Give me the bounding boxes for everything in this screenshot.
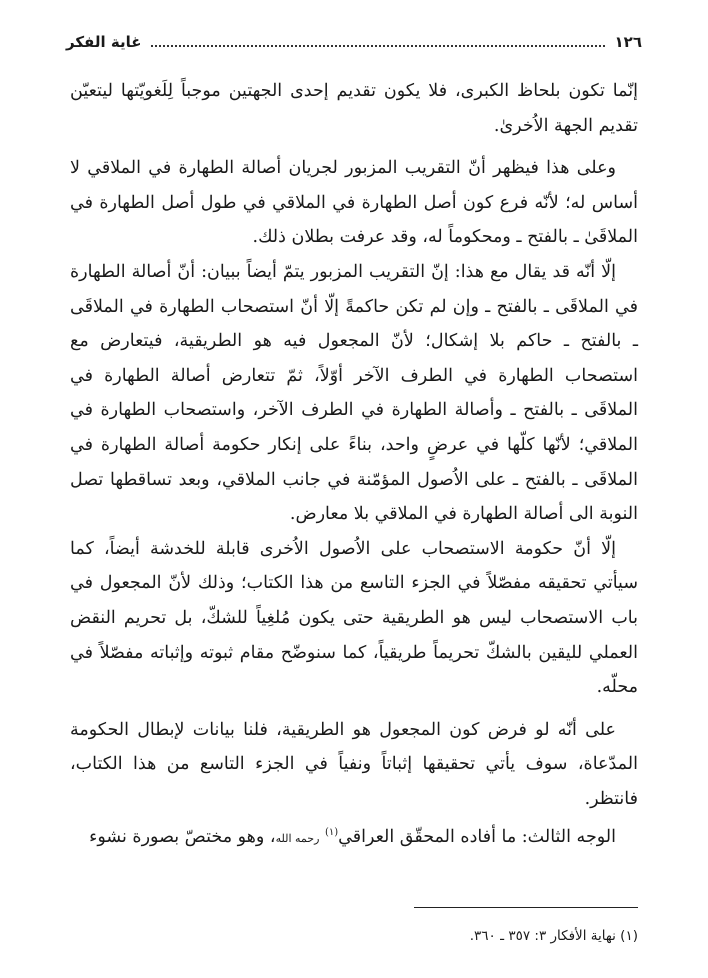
paragraph-2: وعلى هذا فيظهر أنّ التقريب المزبور لجريان أصالة الطهارة في الملاقي لا أساس له؛ لأنّه فرع كون أصل الطهارة في الملاقي في طول أصل الطهارة في الملاقَىٰ ـ بالفتح ـ ومحكوماً له، وقد عرفت بطلان ذلك. [70,158,638,248]
paragraph-4: إلّا أنّ حكومة الاستصحاب على الاُصول الاُخرى قابلة للخدشة أيضاً، كما سيأتي تحقيقه مفصّلاً في الجزء التاسع من هذا الكتاب؛ وذلك لأنّ المجعول في باب الاستصحاب ليس هو الطريقية حتى يكون مُلغِياً للشكّ، بل تحريم النقض العملي لليقين بالشكّ تحريماً طريقياً، كما سنوضّح مقام ثبوته وإثباته مفصّلاً في محلّه. [70,538,638,698]
paragraph-6-start: الوجه الثالث: ما أفاده المحقّق العراقي [338,827,616,848]
body-text [70,74,638,857]
footnote: (١) نهاية الأفكار ٣: ٣٥٧ ـ ٣٦٠. [469,928,638,944]
footnote-separator [414,907,638,908]
paragraph-1: إنّما تكون بلحاظ الكبرى، فلا يكون تقديم إحدى الجهتين موجباً لِلَغويّتها ليتعيّن تقديم الجهة الاُخرىٰ. [70,81,638,136]
paragraph-3: إلّا أنّه قد يقال مع هذا: إنّ التقريب المزبور يتمّ أيضاً ببيان: أنّ أصالة الطهارة في الملاقَى ـ بالفتح ـ وإن لم تكن حاكمةً إلّا أنّ استصحاب الطهارة في الملاقَى ـ بالفتح ـ حاكم بلا إشكال؛ لأنّ المجعول فيه هو الطريقية، فيتعارض مع استصحاب الطهارة في الطرف الآخر أوّلاً، ثمّ تتعارض أصالة الطهارة في الملاقَى ـ بالفتح ـ وأصالة الطهارة في الطرف الآخر، واستصحاب الطهارة في الملاقي؛ لأنّها كلّها في عرضٍ واحد، بناءً على إنكار حكومة أصالة الطهارة في الملاقَى ـ بالفتح ـ على الاُصول المؤمّنة في جانب الملاقي، وبعد تساقطها تصل النوبة الى أصالة الطهارة في الملاقي بلا معارض. [70,261,638,525]
page-number: ١٢٦ [614,33,642,51]
paragraph-5: على أنّه لو فرض كون المجعول هو الطريقية، فلنا بيانات لإبطال الحكومة المدّعاة، سوف يأتي تحقيقها إثباتاً ونفياً في الجزء التاسع من هذا الكتاب، فانتظر. [70,719,638,809]
dotted-leader [151,45,604,47]
paragraph-6 [70,816,638,856]
page-header [66,30,642,54]
paragraph-6-end: ، وهو مختصّ بصورة نشوء [89,827,276,848]
running-title: غاية الفكر [66,33,142,51]
honorific: رحمه الله [275,832,320,846]
footnote-ref: (١) [324,827,339,839]
